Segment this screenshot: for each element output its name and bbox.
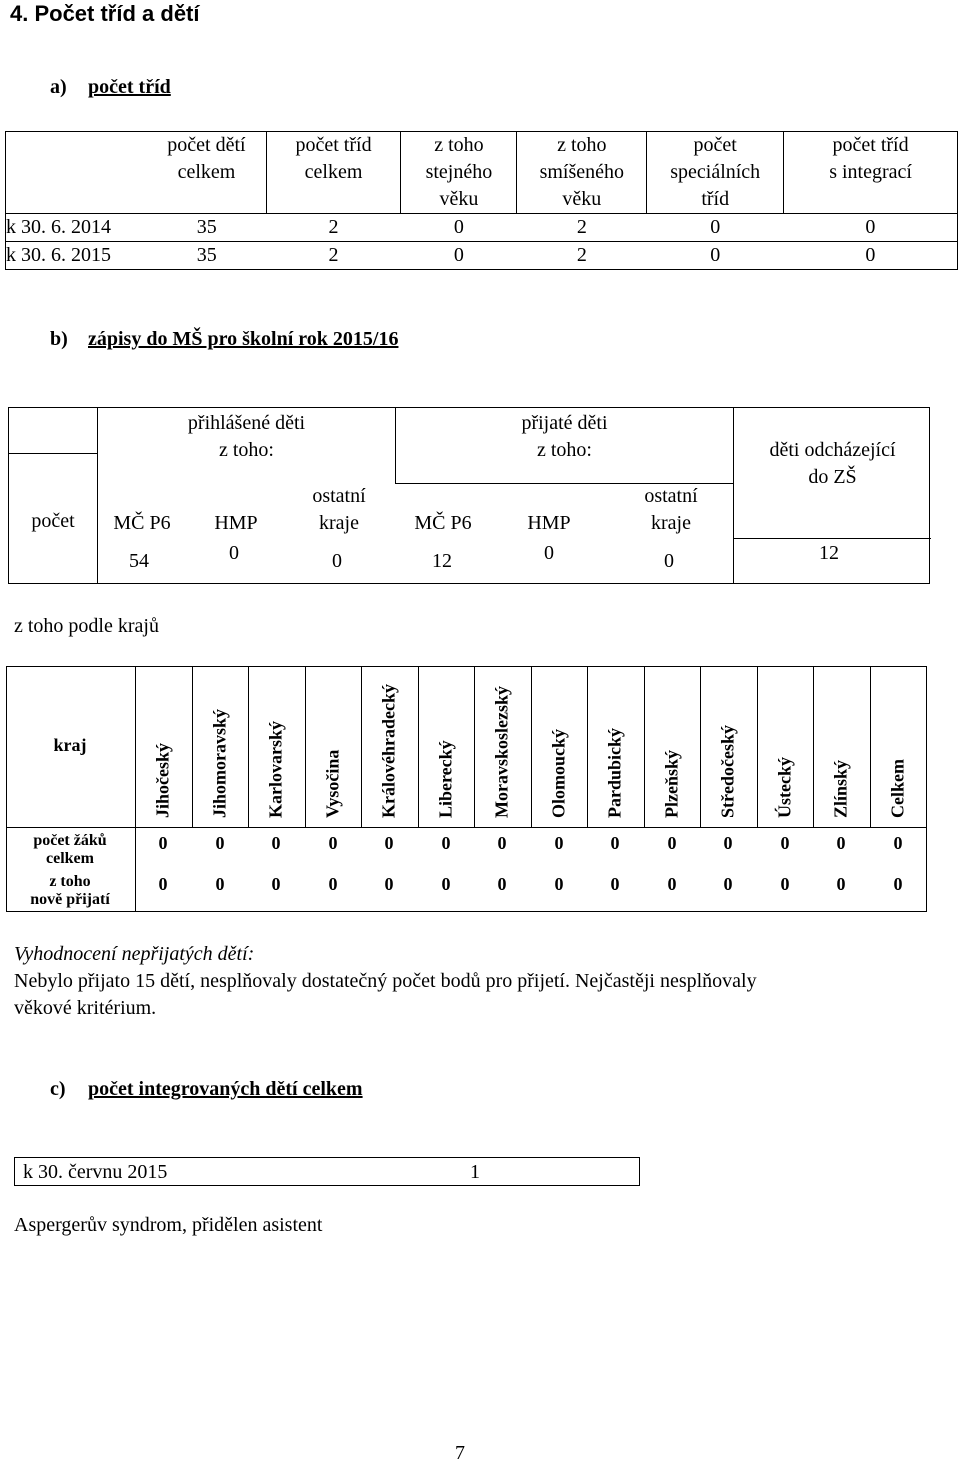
registered-subtitle: z toho:	[219, 439, 274, 461]
col-mc-p6: MČ P6	[414, 512, 472, 534]
classes-table	[5, 131, 958, 270]
region-name: Zlínský	[830, 759, 851, 818]
section-a-letter: a)	[50, 76, 67, 98]
region-header	[587, 670, 643, 822]
table-cell: 2	[517, 214, 647, 242]
accepted-title: přijaté děti	[521, 412, 608, 434]
table-cell: 2	[266, 214, 401, 242]
divider	[6, 666, 927, 667]
region-total-value: 0	[554, 833, 564, 853]
region-header	[813, 670, 869, 822]
region-new-value: 0	[554, 874, 564, 894]
region-name: Liberecký	[435, 740, 456, 818]
region-header	[700, 670, 756, 822]
section-c-letter: c)	[50, 1078, 66, 1100]
section-c-title: počet integrovaných dětí celkem	[88, 1078, 363, 1100]
region-name: Jihočeský	[152, 742, 173, 818]
region-new-value: 0	[441, 874, 451, 894]
region-total-value: 0	[667, 833, 677, 853]
integrated-label: k 30. červnu 2015	[23, 1161, 168, 1183]
value-cell: 54	[129, 550, 149, 572]
section-c-heading	[50, 1078, 363, 1101]
divider	[9, 453, 97, 454]
value-cell: 12	[819, 542, 839, 564]
value-cell: 0	[229, 542, 239, 564]
section-b-letter: b)	[50, 328, 68, 350]
section-a-title: počet tříd	[88, 76, 171, 98]
evaluation-text: Nebylo přijato 15 dětí, nesplňovaly dostatečný počet bodů pro přijetí. Nejčastěji nesplňovaly	[14, 970, 757, 992]
integrated-table	[14, 1157, 640, 1186]
region-total-value: 0	[836, 833, 846, 853]
regions-intro: z toho podle krajů	[14, 615, 159, 637]
region-new-value: 0	[215, 874, 225, 894]
region-total-value: 0	[780, 833, 790, 853]
section-a-heading	[50, 76, 171, 99]
row-label: počet	[31, 510, 75, 532]
region-name: Karlovarský	[265, 721, 286, 818]
classes-header-cell: počet tříd celkem	[266, 132, 401, 214]
region-header	[474, 670, 530, 822]
col-hmp: HMP	[214, 512, 258, 534]
region-name: Olomoucký	[548, 728, 569, 818]
classes-header-cell: z toho stejného věku	[401, 132, 517, 214]
region-total-value: 0	[441, 833, 451, 853]
region-header	[361, 670, 417, 822]
region-header	[757, 670, 813, 822]
region-total-value: 0	[271, 833, 281, 853]
col-mc-p6: MČ P6	[113, 512, 171, 534]
region-new-value: 0	[893, 874, 903, 894]
row-label-total: počet žáků celkem	[33, 832, 107, 867]
region-header	[644, 670, 700, 822]
divider	[733, 408, 734, 583]
region-new-value: 0	[836, 874, 846, 894]
table-cell: 0	[647, 242, 784, 270]
region-new-value: 0	[723, 874, 733, 894]
regions-table	[6, 666, 927, 912]
table-row	[6, 214, 958, 242]
region-name: Středočeský	[717, 725, 738, 818]
classes-header-cell: z toho smíšeného věku	[517, 132, 647, 214]
value-cell: 0	[544, 542, 554, 564]
divider	[6, 666, 7, 912]
classes-table-header-row	[6, 132, 958, 214]
col-hmp: HMP	[527, 512, 571, 534]
classes-header-cell: počet speciálních tříd	[647, 132, 784, 214]
region-name: Ústecký	[774, 757, 795, 818]
region-total-value: 0	[158, 833, 168, 853]
region-header	[531, 670, 587, 822]
region-total-value: 0	[497, 833, 507, 853]
region-new-value: 0	[158, 874, 168, 894]
leaving-label: děti odcházející	[769, 439, 896, 461]
table-cell: 35	[147, 242, 266, 270]
region-header	[305, 670, 361, 822]
region-header	[248, 670, 304, 822]
table-cell: 0	[647, 214, 784, 242]
region-header	[135, 670, 191, 822]
region-total-value: 0	[328, 833, 338, 853]
registered-title: přihlášené děti	[187, 412, 306, 434]
region-total-value: 0	[384, 833, 394, 853]
table-cell: 2	[266, 242, 401, 270]
value-cell: 0	[332, 550, 342, 572]
region-total-value: 0	[215, 833, 225, 853]
region-total-value: 0	[723, 833, 733, 853]
col-other-regions-2: kraje	[651, 512, 691, 534]
region-header	[418, 670, 474, 822]
classes-header-cell: počet tříd s integrací	[784, 132, 958, 214]
region-name: Jihomoravský	[209, 708, 230, 818]
section-b-title: zápisy do MŠ pro školní rok 2015/16	[88, 328, 399, 350]
evaluation-text-2: věkové kritérium.	[14, 997, 157, 1019]
region-new-value: 0	[271, 874, 281, 894]
region-total-value: 0	[610, 833, 620, 853]
table-row	[6, 242, 958, 270]
row-label-new: z toho nově přijatí	[30, 873, 110, 908]
divider	[733, 538, 931, 539]
region-name: Plzeňský	[661, 749, 682, 818]
table-cell: 0	[784, 242, 958, 270]
region-header	[192, 670, 248, 822]
divider	[6, 827, 927, 828]
col-other-regions-2: kraje	[319, 512, 359, 534]
col-other-regions: ostatní	[312, 485, 366, 507]
divider	[926, 666, 927, 912]
region-name: Královéhradecký	[378, 684, 399, 818]
corner-label: kraj	[53, 735, 87, 755]
diagnosis-text: Aspergerův syndrom, přidělen asistent	[14, 1214, 323, 1236]
region-name: Moravskoslezský	[491, 686, 512, 818]
divider	[6, 911, 927, 912]
region-total-value: 0	[893, 833, 903, 853]
table-cell: 0	[784, 214, 958, 242]
row-label: k 30. 6. 2014	[6, 214, 148, 242]
value-cell: 0	[664, 550, 674, 572]
region-new-value: 0	[328, 874, 338, 894]
table-cell: 35	[147, 214, 266, 242]
region-name: Celkem	[887, 759, 908, 818]
integrated-value: 1	[470, 1161, 480, 1183]
section-b-heading	[50, 328, 398, 351]
region-new-value: 0	[497, 874, 507, 894]
page-number: 7	[455, 1442, 465, 1464]
region-name: Pardubický	[604, 727, 625, 818]
table-cell: 0	[401, 242, 517, 270]
region-new-value: 0	[780, 874, 790, 894]
classes-table-corner	[6, 132, 148, 214]
leaving-label-2: do ZŠ	[808, 466, 857, 488]
value-cell: 12	[432, 550, 452, 572]
accepted-subtitle: z toho:	[537, 439, 592, 461]
region-new-value: 0	[610, 874, 620, 894]
page-heading: 4. Počet tříd a dětí	[10, 1, 200, 26]
classes-header-cell: počet dětí celkem	[147, 132, 266, 214]
region-new-value: 0	[667, 874, 677, 894]
evaluation-title: Vyhodnocení nepřijatých dětí:	[14, 943, 255, 965]
table-cell: 2	[517, 242, 647, 270]
table-cell: 0	[401, 214, 517, 242]
region-header	[870, 670, 926, 822]
col-other-regions: ostatní	[644, 485, 698, 507]
enrollment-table	[8, 407, 930, 584]
region-name: Vysočina	[322, 749, 343, 818]
region-new-value: 0	[384, 874, 394, 894]
row-label: k 30. 6. 2015	[6, 242, 148, 270]
